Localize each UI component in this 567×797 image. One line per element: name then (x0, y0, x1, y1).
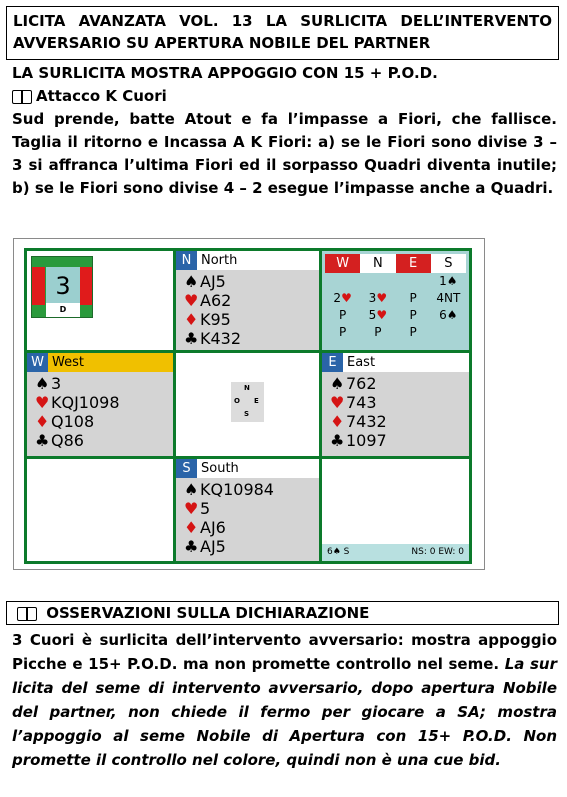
heart-icon: ♥ (330, 393, 345, 412)
hand-name: South (201, 461, 239, 476)
intro-section (12, 62, 557, 200)
observations-bold: 3 Cuori è surlicita dell’intervento avversario: mostra appoggio Picche e 15+ P.O.D. ma non promette controllo nel seme. (12, 631, 557, 673)
board-indicator (31, 256, 93, 318)
seat-badge: E (322, 353, 343, 372)
south-hearts: 5 (200, 499, 211, 518)
hand-south (176, 459, 319, 561)
seat-badge: S (176, 459, 197, 478)
heart-icon: ♥ (35, 393, 50, 412)
hand-name: West (52, 355, 84, 370)
seat-badge: N (176, 251, 197, 270)
spade-icon: ♠ (184, 272, 199, 291)
club-icon: ♣ (330, 431, 345, 450)
table-center (176, 353, 319, 456)
spade-icon: ♠ (330, 374, 345, 393)
auction-bid: P (409, 291, 417, 305)
vul-bar-east (79, 267, 92, 305)
club-icon: ♣ (184, 537, 199, 556)
hand-name: North (201, 253, 238, 268)
auction-bid: P (409, 308, 417, 322)
heart-icon: ♥ (341, 291, 352, 305)
suit-list (176, 478, 319, 556)
auction-bid: 6♠ (439, 308, 458, 322)
intro-lead-row (12, 85, 557, 108)
auction-bid: 3♥ (368, 291, 388, 305)
book-icon (12, 89, 32, 103)
auction-header-e: E (396, 254, 431, 273)
hand-north-panel (176, 251, 319, 350)
west-clubs: Q86 (51, 431, 84, 450)
result-cell (322, 459, 469, 561)
north-clubs: K432 (200, 329, 242, 348)
auction-bid: P (339, 308, 347, 322)
auction-table (325, 254, 466, 341)
hand-south-panel (176, 459, 319, 561)
auction-cell (322, 251, 469, 350)
auction-row (325, 273, 466, 290)
score: NS: 0 EW: 0 (411, 547, 464, 557)
diamond-icon: ♦ (184, 518, 199, 537)
hand-west-header (27, 353, 173, 372)
spade-icon: ♠ (35, 374, 50, 393)
auction-bid (325, 273, 360, 290)
diamond-icon: ♦ (184, 310, 199, 329)
suit-list (27, 372, 173, 450)
compass-north: N (244, 384, 250, 392)
hand-west (27, 353, 173, 456)
south-diamonds: AJ6 (200, 518, 226, 537)
result-bar (322, 544, 469, 561)
auction-row (325, 324, 466, 341)
east-clubs: 1097 (346, 431, 387, 450)
spade-icon: ♠ (184, 480, 199, 499)
east-spades: 762 (346, 374, 377, 393)
auction-bid (396, 273, 431, 290)
heart-icon: ♥ (184, 291, 199, 310)
suit-list (176, 270, 319, 348)
hand-north-header (176, 251, 319, 270)
compass-west: O (234, 397, 240, 405)
east-diamonds: 7432 (346, 412, 387, 431)
auction-bid: P (374, 325, 382, 339)
west-hearts: KQJ1098 (51, 393, 120, 412)
south-clubs: AJ5 (200, 537, 226, 556)
final-contract: 6♠ S (327, 547, 350, 557)
auction-bid: 5♥ (368, 308, 388, 322)
board-cell (27, 251, 173, 350)
observations-heading: OSSERVAZIONI SULLA DICHIARAZIONE (46, 604, 370, 622)
hand-east-panel (322, 353, 469, 456)
intro-lead: Attacco K Cuori (36, 87, 167, 105)
auction-row (325, 290, 466, 307)
heart-icon: ♥ (376, 291, 388, 305)
compass-east: E (254, 397, 259, 405)
west-diamonds: Q108 (51, 412, 95, 431)
board-number: 3 (46, 267, 80, 305)
compass-rose (231, 382, 264, 422)
hand-name: East (347, 355, 376, 370)
hand-east (322, 353, 469, 456)
dealer-label: D (46, 303, 80, 317)
west-spades: 3 (51, 374, 62, 393)
observations-heading-box (6, 601, 559, 625)
bridge-diagram (24, 248, 472, 564)
diamond-icon: ♦ (35, 412, 50, 431)
auction-row (325, 307, 466, 324)
book-icon (17, 606, 37, 620)
auction-bid: 4NT (436, 291, 461, 305)
diamond-icon: ♦ (330, 412, 345, 431)
title-line-1: LICITA AVANZATA VOL. 13 LA SURLICITA DELL’INTERVENTO (13, 12, 552, 30)
hand-east-header (322, 353, 469, 372)
north-diamonds: K95 (200, 310, 231, 329)
auction-bid (431, 324, 466, 341)
south-spades: KQ10984 (200, 480, 274, 499)
title-line-2: AVVERSARIO SU APERTURA NOBILE DEL PARTNER (13, 34, 431, 52)
observations-italic: La sur licita del seme di intervento avversario, dopo apertura Nobile del partner, non chiede il fermo per giocare a SA; mostra l’appoggio al seme Nobile di Apertura con 15+ P.O.D. Non promette il controllo nel colore, quindi non è una cue bid. (12, 655, 557, 769)
east-hearts: 743 (346, 393, 377, 412)
compass-south: S (244, 410, 250, 418)
auction-bid: 1♠ (439, 274, 458, 288)
auction-bid (360, 273, 395, 290)
intro-text: Sud prende, batte Atout e fa l’impasse a Fiori, che fallisce. Taglia il ritorno e Incassa A K Fiori: a) se le Fiori sono divise 3 – 3 si affranca l’ultima Fiori ed il sorpasso Quadri diventa inutile; b) se le Fiori sono divise 4 – 2 esegue l’impasse anche a Quadri. (12, 110, 557, 197)
title-box (6, 6, 559, 60)
hand-north (176, 251, 319, 350)
auction-header-w: W (325, 254, 360, 273)
heart-icon: ♥ (376, 308, 388, 322)
auction-bid: P (409, 325, 417, 339)
club-icon: ♣ (35, 431, 50, 450)
hand-south-header (176, 459, 319, 478)
club-icon: ♣ (184, 329, 199, 348)
hand-west-panel (27, 353, 173, 456)
seat-badge: W (27, 353, 48, 372)
heart-icon: ♥ (184, 499, 199, 518)
observations-text (12, 628, 557, 772)
north-spades: AJ5 (200, 272, 226, 291)
suit-list (322, 372, 469, 450)
vul-bar-west (32, 267, 45, 305)
auction-bid: 2♥ (333, 291, 352, 305)
auction-header-s: S (431, 254, 466, 273)
auction-header-row (325, 254, 466, 273)
intro-heading: LA SURLICITA MOSTRA APPOGGIO CON 15 + P.O.D. (12, 64, 438, 82)
empty-cell (27, 459, 173, 561)
north-hearts: A62 (200, 291, 232, 310)
auction-header-n: N (360, 254, 395, 273)
auction-bid: P (339, 325, 347, 339)
